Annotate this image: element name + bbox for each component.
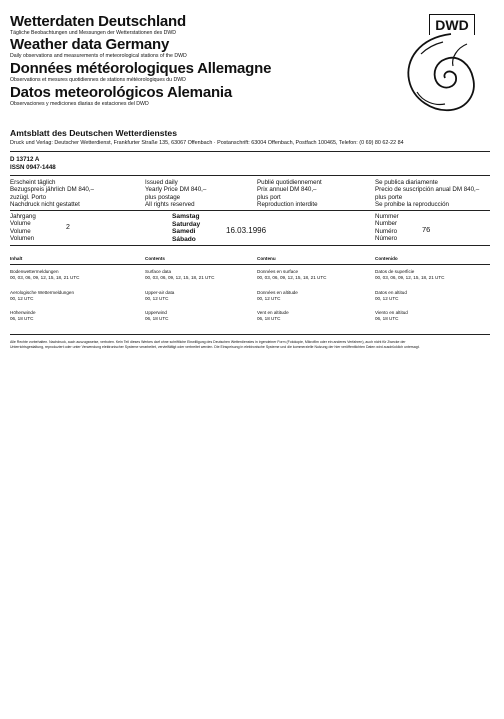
- contents-item: [375, 269, 444, 280]
- issue-number: 76: [422, 225, 431, 234]
- contents-item-times: 00, 03, 06, 09, 12, 15, 18, 21 UTC: [375, 274, 445, 280]
- info-line: Issued daily: [145, 179, 178, 186]
- info-column-en: [145, 179, 206, 208]
- info-line: plus port: [257, 193, 281, 201]
- weekday-label: Samstag: [172, 213, 200, 220]
- info-line: Publié quotidiennement: [257, 179, 322, 186]
- contents-item-title: Aerologische Wettermeldungen: [10, 290, 75, 295]
- title-fr: Données météorologiques Allemagne: [10, 60, 272, 77]
- dwd-logo: [397, 14, 477, 118]
- divider: [10, 210, 490, 211]
- contents-item-times: 00, 12 UTC: [10, 295, 34, 301]
- contents-item-times: 00, 03, 06, 09, 12, 15, 18, 21 UTC: [257, 274, 327, 280]
- divider: [10, 334, 490, 335]
- number-label: Número: [375, 234, 398, 242]
- info-line: Nachdruck nicht gestattet: [10, 200, 80, 208]
- info-line: Bezugspreis jährlich DM 840,–: [10, 186, 94, 194]
- volume-label: Volumen: [10, 234, 35, 242]
- title-en: Weather data Germany: [10, 36, 170, 53]
- info-line: Precio de suscripción anual DM 840,–: [375, 186, 480, 194]
- weekday-label: Sábado: [172, 235, 196, 243]
- contents-item: [10, 269, 79, 280]
- contents-item-times: 00, 03, 06, 09, 12, 15, 18, 21 UTC: [145, 274, 215, 280]
- contents-item: [145, 290, 174, 301]
- contents-header-de: Inhalt: [10, 256, 23, 261]
- volume-label: Jahrgang: [10, 213, 36, 220]
- weekday-labels: [172, 213, 200, 243]
- info-line: Se publica diariamente: [375, 179, 438, 186]
- subtitle-es: Observaciones y mediciones diarias de estaciones del DWD: [10, 101, 149, 107]
- info-line: Se prohibe la reproducción: [375, 200, 449, 208]
- info-column-de: [10, 179, 94, 208]
- info-line: zuzügl. Porto: [10, 193, 47, 201]
- contents-item: [257, 290, 298, 301]
- info-column-es: [375, 179, 479, 208]
- number-label: Number: [375, 220, 398, 228]
- title-de: Wetterdaten Deutschland: [10, 13, 186, 30]
- subtitle-en: Daily observations and measurements of meteorological stations of the DWD: [10, 53, 187, 59]
- info-line: Yearly Price DM 840,–: [145, 186, 207, 194]
- publisher-address: Druck und Verlag: Deutscher Wetterdienst, Frankfurter Straße 135, 63067 Offenbach · Postanschrift: 63004 Offenbach, Postfach 100465, Telefon: (0 69) 80 62-22 84: [10, 140, 404, 146]
- issue-date: 16.03.1996: [226, 226, 267, 235]
- divider: [10, 151, 490, 152]
- info-line: Erscheint täglich: [10, 179, 56, 186]
- info-line: Reproduction interdite: [257, 200, 318, 208]
- contents-item-times: 06, 18 UTC: [145, 315, 169, 321]
- number-label: Nummer: [375, 213, 399, 220]
- contents-item-title: Données en surface: [257, 269, 299, 274]
- contents-item-times: 00, 12 UTC: [375, 295, 399, 301]
- contents-item-title: Datos en altitud: [375, 290, 407, 295]
- contents-item: [375, 290, 407, 301]
- divider: [10, 264, 490, 265]
- title-es: Datos meteorológicos Alemania: [10, 84, 233, 101]
- volume-labels: [10, 213, 36, 242]
- contents-item-title: Upperwind: [145, 310, 167, 315]
- contents-item-title: Datos de superficie: [375, 269, 415, 274]
- divider: [10, 175, 490, 176]
- info-line: All rights reserved: [145, 200, 195, 208]
- contents-item-title: Upper-air data: [145, 290, 175, 295]
- subtitle-fr: Observations et mesures quotidiennes de stations météorologiques du DWD: [10, 77, 186, 83]
- contents-item-title: Höhenwinde: [10, 310, 36, 315]
- contents-item-title: Données en altitude: [257, 290, 298, 295]
- contents-item-title: Viento en altitud: [375, 310, 408, 315]
- contents-header-fr: Contenu: [257, 256, 276, 261]
- copyright-line: Alle Rechte vorbehalten. Nachdruck, auch auszugsweise, verboten. Kein Teil dieses Werkes darf ohne schriftliche Einwilligung des Deutschen Wetterdienstes in irgendeiner Form (Fotokopie, Mikrofilm oder ein anderes Verfahren), auch nicht für Zwecke der: [10, 340, 406, 344]
- number-labels: [375, 213, 399, 242]
- contents-header-es: Contenido: [375, 256, 398, 261]
- volume-label: Volume: [10, 227, 31, 235]
- copyright-line: Unterrichtsgestaltung, reproduziert oder unter Verwendung elektronischer Systeme verarbeitet, vervielfältigt oder verbreitet werden. Die Einspeisung in elektronische Systeme und die kommerzielle Nutzung der hier veröffentlichten Daten wird ausdrücklich untersagt.: [10, 345, 420, 349]
- info-line: plus porte: [375, 193, 403, 201]
- contents-item: [145, 269, 214, 280]
- contents-item-times: 00, 12 UTC: [145, 295, 169, 301]
- contents-item: [145, 310, 169, 321]
- contents-item-times: 06, 18 UTC: [10, 315, 34, 321]
- contents-item-times: 06, 18 UTC: [257, 315, 281, 321]
- info-line: Prix annuel DM 840,–: [257, 186, 317, 194]
- contents-item-times: 06, 18 UTC: [375, 315, 399, 321]
- contents-item-times: 00, 12 UTC: [257, 295, 281, 301]
- contents-item: [10, 290, 74, 301]
- contents-item-times: 00, 03, 06, 09, 12, 15, 18, 21 UTC: [10, 274, 80, 280]
- contents-header-en: Contents: [145, 256, 165, 261]
- weekday-label: Saturday: [172, 220, 201, 228]
- contents-item: [375, 310, 408, 321]
- contents-item: [10, 310, 36, 321]
- number-label: Numéro: [375, 227, 398, 235]
- publication-code: D 13712 A: [10, 156, 40, 163]
- info-line: plus postage: [145, 193, 181, 201]
- publisher-title: Amtsblatt des Deutschen Wetterdienstes: [10, 128, 177, 138]
- volume-label: Volume: [10, 220, 31, 228]
- contents-item-title: Surface data: [145, 269, 172, 274]
- contents-item: [257, 310, 289, 321]
- info-column-fr: [257, 179, 322, 208]
- weekday-label: Samedi: [172, 228, 196, 236]
- weather-spiral-icon: [397, 14, 477, 118]
- contents-item-title: Vent en altitude: [257, 310, 289, 315]
- divider: [10, 245, 490, 246]
- contents-item: [257, 269, 326, 280]
- volume-value: 2: [66, 224, 70, 231]
- dwd-logo-text: DWD: [429, 14, 475, 35]
- contents-item-title: Bodenwettermeldungen: [10, 269, 59, 274]
- issn: ISSN 0947-1448: [10, 164, 56, 171]
- subtitle-de: Tägliche Beobachtungen und Messungen der Wetterstationen des DWD: [10, 30, 177, 36]
